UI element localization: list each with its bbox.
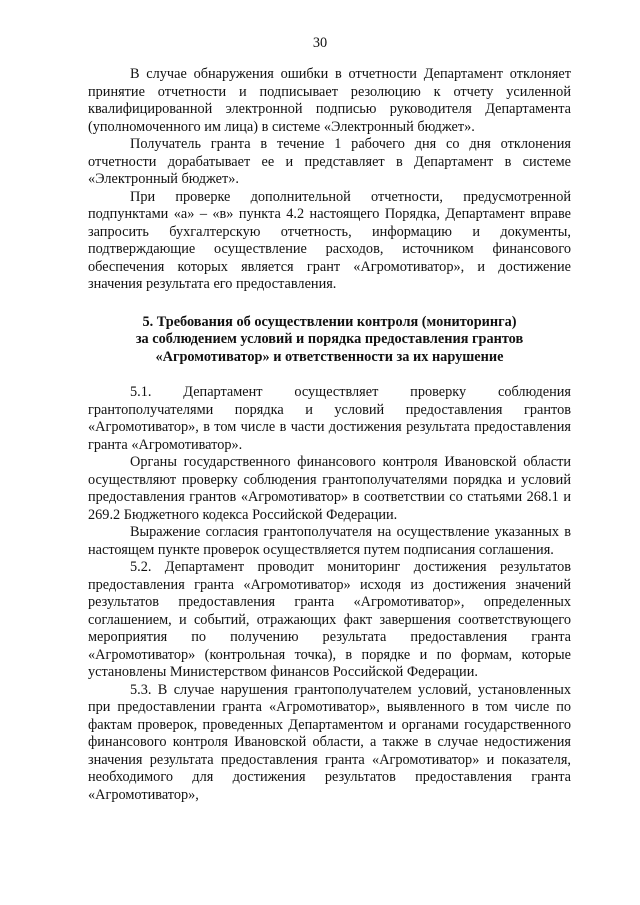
page-number: 30: [312, 35, 328, 51]
section-heading: [88, 314, 571, 367]
section-heading-line: «Агромотиватор» и ответственности за их нарушение: [155, 348, 504, 365]
paragraph: При проверке дополнительной отчетности, предусмотренной подпунктами «а» – «в» пункта 4.2 настоящего Порядка, Департамент вправе запросить бухгалтерскую отчетность, информацию и документы, подтверждающие осуществление расходов, источником финансового обеспечения которых является грант «Агромотиватор», и достижение значения результата его предоставления.: [88, 188, 571, 292]
paragraph: Получатель гранта в течение 1 рабочего дня со дня отклонения отчетности дорабатывает ее и представляет в Департамент в системе «Электронный бюджет».: [88, 136, 571, 187]
paragraph: Выражение согласия грантополучателя на осуществление указанных в настоящем пункте проверок осуществляется путем подписания соглашения.: [88, 524, 571, 558]
paragraph: 5.2. Департамент проводит мониторинг достижения результатов предоставления гранта «Агромотиватор» исходя из достижения значений результатов предоставления гранта «Агромотиватор», определенных соглашением, и событий, отражающих факт завершения соответствующего мероприятия по получению результата предоставления гранта «Агромотиватор» (контрольная точка), в порядке и по формам, которые установлены Министерством финансов Российской Федерации.: [88, 559, 571, 680]
paragraph: Органы государственного финансового контроля Ивановской области осуществляют проверку соблюдения грантополучателями порядка и условий предоставления грантов «Агромотиватор» в соответствии со статьями 268.1 и 269.2 Бюджетного кодекса Российской Федерации.: [88, 454, 571, 523]
paragraph: В случае обнаружения ошибки в отчетности Департамент отклоняет принятие отчетности и подписывает резолюцию к отчету усиленной квалифицированной электронной подписью руководителя Департамента (уполномоченного им лица) в системе «Электронный бюджет».: [88, 66, 571, 135]
document-body: [88, 66, 571, 804]
paragraph: 5.1. Департамент осуществляет проверку соблюдения грантополучателями порядка и условий предоставления грантов «Агромотиватор», в том числе в части достижения результата предоставления гранта «Агромотиватор».: [88, 384, 571, 453]
section-heading-line: за соблюдением условий и порядка предоставления грантов: [135, 331, 524, 347]
section-heading-line: 5. Требования об осуществлении контроля (мониторинга): [142, 313, 517, 330]
paragraph: 5.3. В случае нарушения грантополучателем условий, установленных при предоставлении гранта «Агромотиватор», выявленного в том числе по фактам проверок, проведенных Департаментом и органами государственного финансового контроля Ивановской области, а также в случае недостижения значения результата предоставления гранта «Агромотиватор» и показателя, необходимого для достижения результатов предоставления гранта «Агромотиватор»,: [88, 681, 571, 803]
